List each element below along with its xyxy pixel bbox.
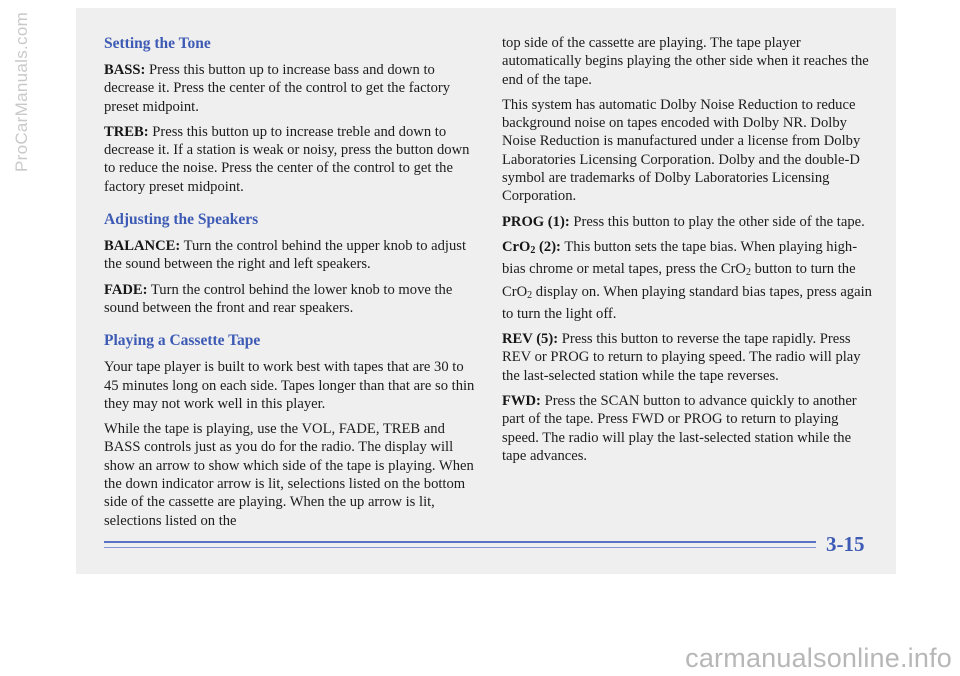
cro2-term-number: (2): xyxy=(539,238,561,255)
cro2-term-base: CrO xyxy=(502,238,531,255)
rev-paragraph xyxy=(502,330,874,385)
balance-term: BALANCE: xyxy=(104,238,181,255)
page-number: 3-15 xyxy=(826,532,865,556)
cro2-term-subscript: 2 xyxy=(530,244,536,256)
bass-term: BASS: xyxy=(104,62,146,78)
prog-text: Press this button to play the other side of the tape. xyxy=(573,213,865,230)
side-watermark-text: ProCarManuals.com xyxy=(12,11,31,172)
heading-setting-tone: Setting the Tone xyxy=(104,35,211,52)
fade-text: Turn the control behind the lower knob to move the sound between the front and rear speakers. xyxy=(104,281,453,316)
footer-watermark: carmanualsonline.info xyxy=(685,643,952,673)
dolby-paragraph: This system has automatic Dolby Noise Reduction to reduce background noise on tapes encoded with Dolby NR. Dolby Noise Reduction is manufactured under a license from Dolby Laboratories Licensing Corporation. Dolby and the double-D symbol are trademarks of Dolby Laboratories Licensing Corporation. xyxy=(502,96,861,205)
right-column xyxy=(502,34,874,472)
cro2-paragraph xyxy=(502,238,874,323)
cro2-text-subscript-1: 2 xyxy=(745,267,751,279)
footer-rule-thin xyxy=(104,547,816,548)
cro2-text-c: display on. When playing standard bias tapes, press again to turn the light off. xyxy=(502,283,872,322)
prog-term: PROG (1): xyxy=(502,213,570,230)
left-column xyxy=(104,34,476,537)
fwd-term: FWD: xyxy=(502,393,541,410)
balance-paragraph xyxy=(104,237,476,274)
rev-text: Press this button to reverse the tape rapidly. Press REV or PROG to return to playing speed. The radio will play the last-selected station while the tape reverses. xyxy=(502,331,861,384)
fwd-text: Press the SCAN button to advance quickly to another part of the tape. Press FWD or PROG to return to playing speed. The radio will play the last-selected station while the tape advances. xyxy=(502,393,857,464)
heading-playing-cassette: Playing a Cassette Tape xyxy=(104,332,261,350)
cro2-text-b: button to turn the CrO xyxy=(502,261,856,300)
treb-text: Press this button up to increase treble and down to decrease it. If a station is weak or noisy, press the button down to reduce the noise. Press the center of the control to get the factory preset midpoint. xyxy=(104,123,470,195)
fwd-paragraph xyxy=(502,392,874,465)
bass-paragraph xyxy=(104,61,476,116)
fade-paragraph xyxy=(104,281,476,318)
cassette-paragraph-1: Your tape player is built to work best with tapes that are 30 to 45 minutes long on each side. Tapes longer than that are so thin they may not work well in this player. xyxy=(104,359,475,412)
prog-paragraph xyxy=(502,213,874,231)
treb-term: TREB: xyxy=(104,123,149,140)
heading-adjusting-speakers: Adjusting the Speakers xyxy=(104,211,259,229)
cro2-term xyxy=(502,239,561,255)
rev-term: REV (5): xyxy=(502,331,559,348)
cassette-paragraph-2: While the tape is playing, use the VOL, FADE, TREB and BASS controls just as you do for the radio. The display will show an arrow to show which side of the tape is playing. When the down indicator arrow is lit, selections listed on the bottom side of the cassette are playing. When the up arrow is lit, selections listed on the xyxy=(104,421,474,529)
cro2-text-subscript-2: 2 xyxy=(527,289,533,301)
footer-rule xyxy=(104,541,816,543)
cro2-text-a: This button sets the tape bias. When playing high-bias chrome or metal tapes, press the CrO xyxy=(502,238,858,278)
fade-term: FADE: xyxy=(104,281,148,298)
side-watermark xyxy=(0,0,31,676)
balance-text: Turn the control behind the upper knob to adjust the sound between the right and left speakers. xyxy=(104,238,466,273)
bass-text: Press this button up to increase bass and down to decrease it. Press the center of the control to get the factory preset midpoint. xyxy=(104,62,451,115)
continued-paragraph: top side of the cassette are playing. The tape player automatically begins playing the other side when it reaches the end of the tape. xyxy=(502,35,869,88)
treb-paragraph xyxy=(104,123,476,196)
